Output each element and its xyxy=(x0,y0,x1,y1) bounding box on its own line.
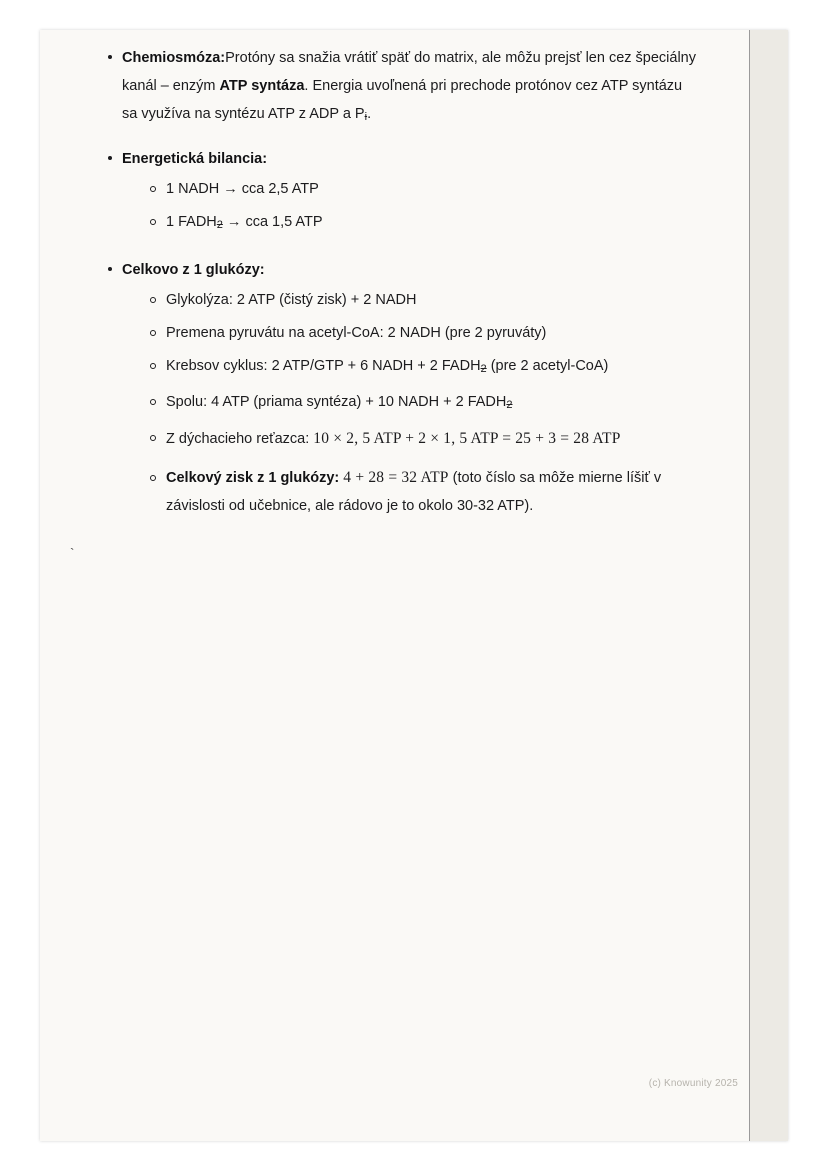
bullet-dot-icon xyxy=(108,156,112,160)
bullet-ring-icon xyxy=(150,363,156,369)
stray-mark: ` xyxy=(70,545,75,560)
bullet-ring-icon xyxy=(150,297,156,303)
final-yield-formula: 4 + 28 = 32 ATP xyxy=(343,469,449,486)
chemiosmosis-text-1: Protóny sa snažia vrátiť späť do matrix, ale môžu prejsť len cez špeciálny kanál – enzým xyxy=(122,50,696,94)
fadh2-subscript: 2 xyxy=(216,219,223,231)
krebs-text-a: Krebsov cyklus: 2 ATP/GTP + 6 NADH + 2 FADH xyxy=(166,358,481,374)
bullet-dot-icon xyxy=(108,267,112,271)
spacer-1 xyxy=(100,131,700,145)
bullet-ring-icon xyxy=(150,330,156,336)
final-yield-label: Celkový zisk z 1 glukózy: xyxy=(166,470,340,486)
list-item-glycolysis xyxy=(144,284,700,317)
atp-synthase-term: ATP syntáza xyxy=(219,78,305,94)
bullet-ring-icon xyxy=(150,219,156,225)
chemiosmosis-paragraph xyxy=(122,50,696,122)
scrollbar-track[interactable] xyxy=(749,30,788,1141)
energy-balance-sublist xyxy=(122,173,700,242)
top-level-list xyxy=(100,44,700,520)
nadh-yield-text: 1 NADH → cca 2,5 ATP xyxy=(166,181,319,197)
watermark: (c) Knowunity 2025 xyxy=(648,1078,738,1089)
document-content xyxy=(40,30,750,1141)
list-item-pyruvate-conversion xyxy=(144,317,700,350)
notes-section xyxy=(100,44,700,520)
krebs-text-b: (pre 2 acetyl-CoA) xyxy=(486,358,609,374)
final-yield-note-1: (toto číslo sa môže mierne xyxy=(448,470,623,486)
bullet-ring-icon xyxy=(150,475,156,481)
subtotal-text-a: Spolu: 4 ATP (priama syntéza) + 10 NADH + 2 FADH xyxy=(166,394,507,410)
spacer-2 xyxy=(100,242,700,256)
bullet-ring-icon xyxy=(150,399,156,405)
list-item-final-yield xyxy=(144,464,700,520)
bullet-ring-icon xyxy=(150,435,156,441)
energy-balance-label: Energetická bilancia: xyxy=(122,151,268,167)
document-page xyxy=(40,30,788,1141)
list-item-respiratory-chain xyxy=(144,422,700,456)
glycolysis-text: Glykolýza: 2 ATP (čistý zisk) + 2 NADH xyxy=(166,292,417,308)
chemiosmosis-text-2: . Energia uvoľnená pri prechode protónov cez ATP syntázu sa využíva na syntézu ATP z ADP a P xyxy=(122,78,683,122)
list-item-nadh-yield xyxy=(144,173,700,206)
pyruvate-conversion-text: Premena pyruvátu na acetyl-CoA: 2 NADH (pre 2 pyruváty) xyxy=(166,325,547,341)
respiratory-chain-formula: 10 × 2, 5 ATP + 2 × 1, 5 ATP = 25 + 3 = 28 ATP xyxy=(313,430,621,447)
fadh2-yield-text-b: → cca 1,5 ATP xyxy=(222,214,323,230)
subtotal-fadh2-subscript: 2 xyxy=(506,399,513,411)
total-from-glucose-label: Celkovo z 1 glukózy: xyxy=(122,262,265,278)
list-item-krebs-cycle xyxy=(144,350,700,386)
bullet-ring-icon xyxy=(150,186,156,192)
list-item-energy-balance xyxy=(100,145,700,242)
list-item-subtotal xyxy=(144,386,700,422)
chemiosmosis-text-3: . xyxy=(367,106,372,122)
total-from-glucose-sublist xyxy=(122,284,700,520)
chemiosmosis-label: Chemiosmóza: xyxy=(122,50,226,66)
list-item-fadh2-yield xyxy=(144,206,700,242)
final-yield-note-2: líšiť v závislosti od učebnice, ale rádovo je to okolo 30-32 ATP). xyxy=(166,470,662,514)
pi-subscript: i xyxy=(364,111,368,123)
list-item-total-from-glucose xyxy=(100,256,700,520)
respiratory-chain-text: Z dýchacieho reťazca: xyxy=(166,431,314,447)
fadh2-yield-text-a: 1 FADH xyxy=(166,214,217,230)
bullet-dot-icon xyxy=(108,55,112,59)
list-item-chemiosmosis xyxy=(100,44,700,131)
krebs-fadh2-subscript: 2 xyxy=(480,363,487,375)
